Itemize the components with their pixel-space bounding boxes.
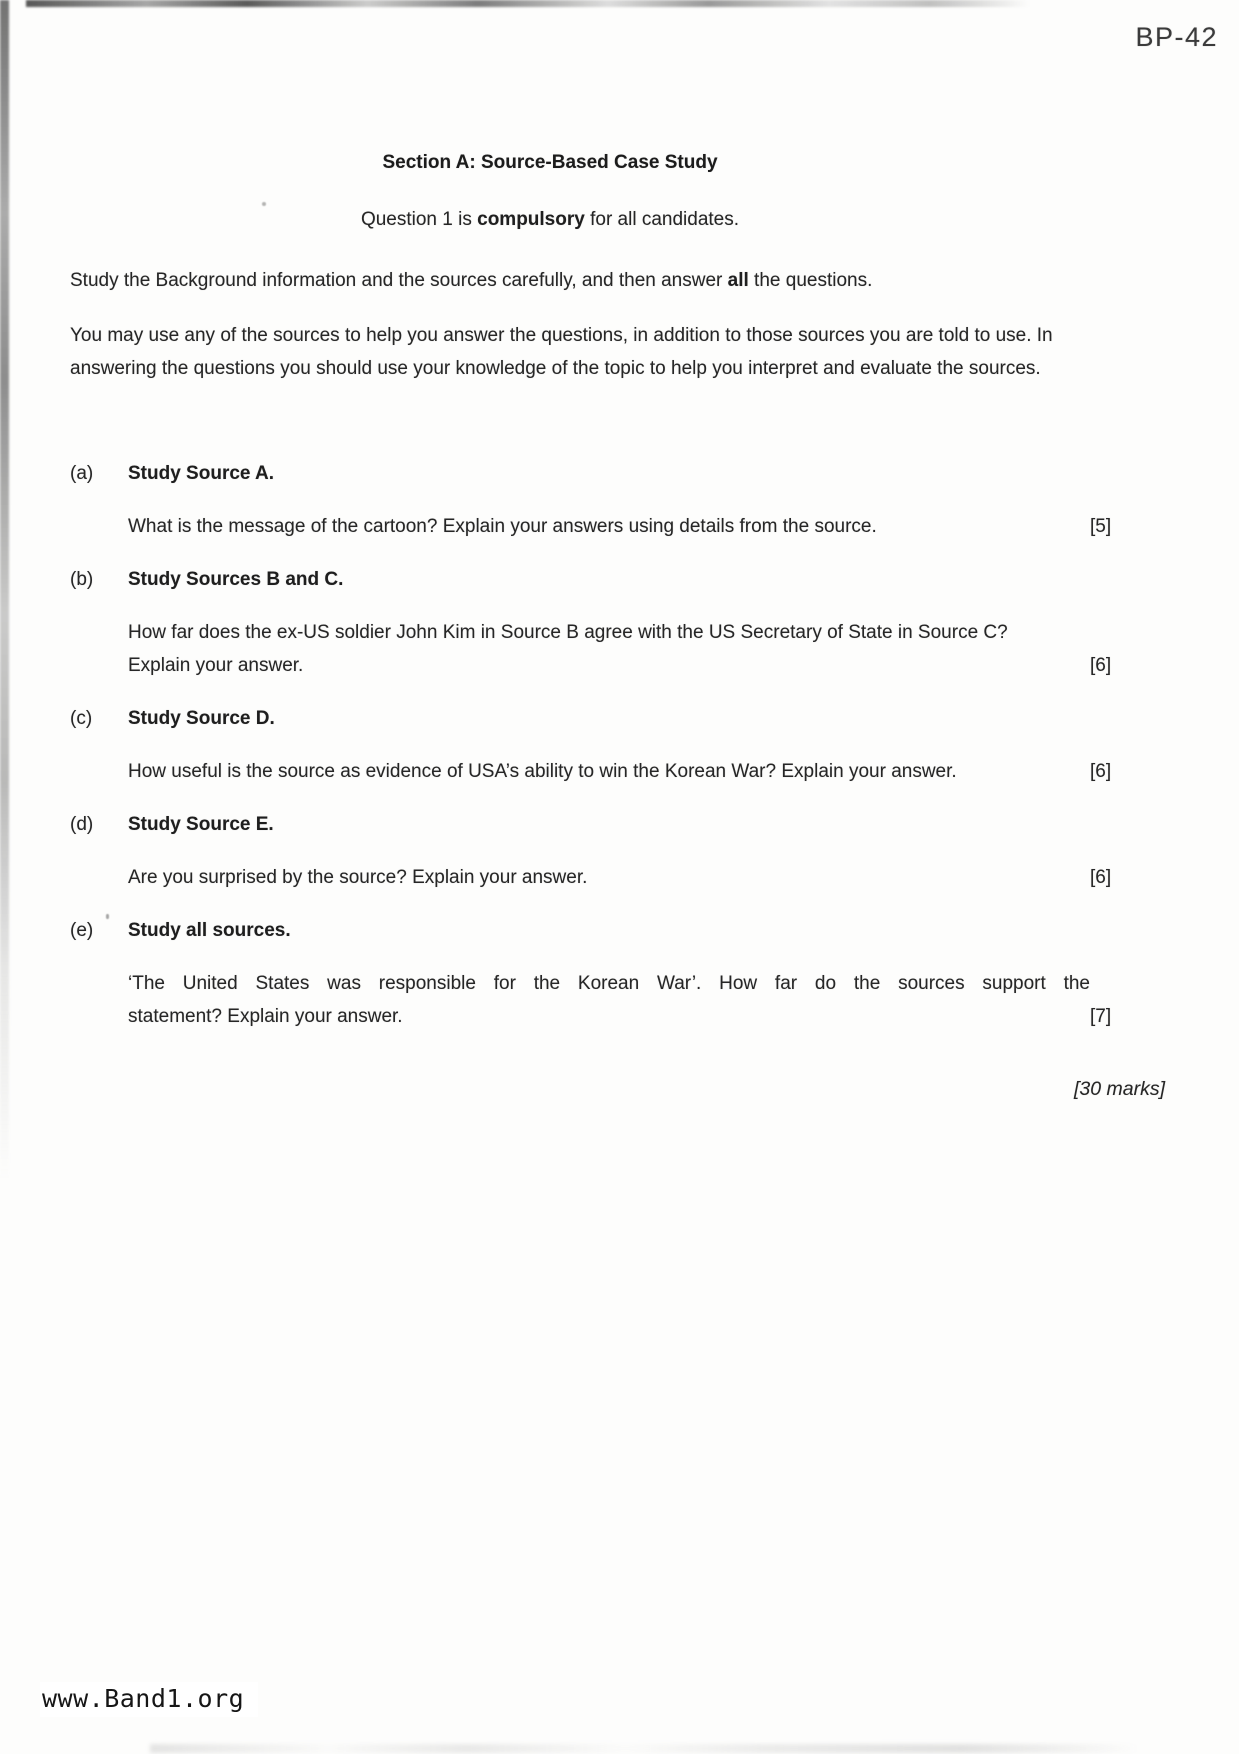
total-marks: [30 marks] xyxy=(1073,1078,1165,1100)
question-marks: [6] xyxy=(1090,761,1112,782)
watermark-url: www.Band1.org xyxy=(40,1682,258,1717)
question-marks: [7] xyxy=(1090,1006,1112,1027)
question-text xyxy=(128,616,1090,682)
para1-prefix: Study the Background information and the sources carefully, and then answer xyxy=(70,270,728,291)
question-heading: Study all sources. xyxy=(128,920,291,941)
question-heading: Study Source E. xyxy=(128,814,274,835)
question-label: (b) xyxy=(70,569,94,590)
question-c xyxy=(70,702,1170,808)
question-text xyxy=(128,861,1090,894)
question-heading: Study Source A. xyxy=(128,463,275,484)
question-heading: Study Source D. xyxy=(128,708,275,729)
scan-artifact-top-edge xyxy=(26,0,1030,7)
question-text xyxy=(128,510,1090,543)
exam-content xyxy=(70,146,1170,1106)
para1-bold-word: all xyxy=(727,270,749,291)
question-label: (d) xyxy=(70,814,94,835)
question-b xyxy=(70,563,1170,702)
question-body xyxy=(128,616,1116,682)
question-content xyxy=(128,702,1116,808)
question-line: What is the message of the cartoon? Explain your answers using details from the source. xyxy=(128,516,877,537)
question-d xyxy=(70,808,1170,914)
scan-artifact-bottom-edge xyxy=(150,1744,1140,1753)
question-text xyxy=(128,755,1090,788)
question-list xyxy=(70,457,1170,1053)
question-marks: [5] xyxy=(1090,516,1112,537)
note-bold-word: compulsory xyxy=(477,209,585,230)
question-line: How far does the ex-US soldier John Kim in Source B agree with the US Secretary of State in Source C? xyxy=(128,622,1008,643)
instruction-line: You may use any of the sources to help you answer the questions, in addition to those sources you are told to use. In xyxy=(70,325,1053,346)
question-label: (a) xyxy=(70,463,94,484)
scan-artifact-left-edge xyxy=(0,0,9,1180)
instruction-line: answering the questions you should use your knowledge of the topic to help you interpret and evaluate the sources. xyxy=(70,358,1041,379)
question-line: How useful is the source as evidence of USA’s ability to win the Korean War? Explain your answer. xyxy=(128,761,957,782)
question-heading: Study Sources B and C. xyxy=(128,569,344,590)
note-suffix: for all candidates. xyxy=(584,209,740,230)
instruction-paragraph-1 xyxy=(70,264,1170,297)
question-text xyxy=(128,967,1090,1033)
instruction-paragraph-2 xyxy=(70,319,1170,385)
question-body xyxy=(128,755,1116,788)
question-marks: [6] xyxy=(1090,655,1112,676)
question-line: Are you surprised by the source? Explain your answer. xyxy=(128,867,588,888)
section-title: Section A: Source-Based Case Study xyxy=(382,152,718,173)
page-code: BP-42 xyxy=(1135,22,1218,52)
question-body xyxy=(128,967,1116,1033)
question-line: ‘The United States was responsible for the Korean War’. How far do the sources support the xyxy=(128,973,1090,994)
question-body xyxy=(128,510,1116,543)
para1-suffix: the questions. xyxy=(748,270,873,291)
question-marks: [6] xyxy=(1090,867,1112,888)
question-content xyxy=(128,457,1116,563)
question-label: (c) xyxy=(70,708,93,729)
question-body xyxy=(128,861,1116,894)
question-content xyxy=(128,563,1116,702)
question-line: Explain your answer. xyxy=(128,655,304,676)
question-label: (e) xyxy=(70,920,94,941)
compulsory-note xyxy=(70,203,1030,236)
question-e xyxy=(70,914,1170,1053)
question-line: statement? Explain your answer. xyxy=(128,1006,403,1027)
question-content xyxy=(128,808,1116,914)
question-content xyxy=(128,914,1116,1053)
note-prefix: Question 1 is xyxy=(360,209,478,230)
question-a xyxy=(70,457,1170,563)
